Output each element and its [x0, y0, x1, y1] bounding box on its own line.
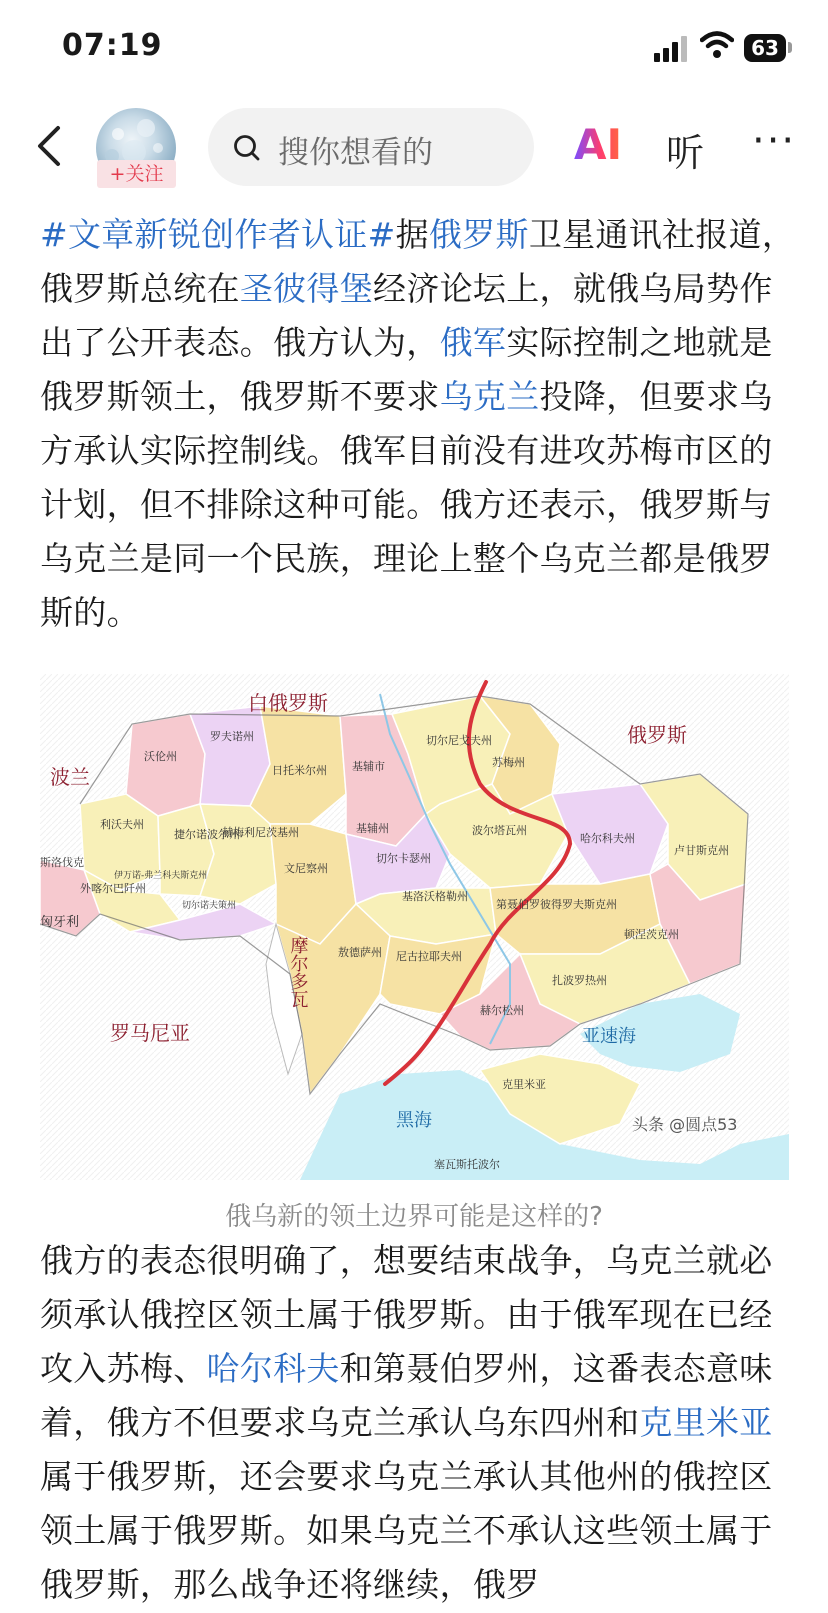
map-label-kyiv-oblast: 基辅州 [356, 822, 389, 835]
paragraph-1-text: 实际控制之地就是俄罗斯领土，俄罗斯不要求 [40, 323, 773, 416]
ai-label: AI [574, 120, 623, 169]
map-label-vinnytsia: 文尼察州 [284, 862, 328, 875]
map-label-luhansk: 卢甘斯克州 [674, 844, 729, 857]
map-label-zhytomyr: 日托米尔州 [272, 764, 327, 777]
map-label-zakarpattia: 外喀尔巴阡州 [80, 882, 146, 895]
region-volyn [126, 714, 205, 816]
signal-icon [654, 36, 690, 62]
more-icon[interactable]: ··· [752, 118, 797, 164]
map-label-poltava: 波尔塔瓦州 [472, 824, 527, 837]
map-label-mykolaiv: 尼古拉耶夫州 [396, 950, 462, 963]
ukraine-map [40, 674, 789, 1180]
battery-icon: 63 [744, 34, 786, 62]
map-label-kirovohrad: 基洛沃格勒州 [402, 890, 468, 903]
map-label-crimea: 克里米亚 [502, 1078, 546, 1091]
follow-button[interactable]: +关注 [97, 160, 176, 188]
search-placeholder: 搜你想看的 [278, 135, 433, 171]
map-label-kherson: 赫尔松州 [480, 1004, 524, 1017]
map-label-slovakia: 斯洛伐克 [40, 856, 84, 869]
map-label-moldova: 摩尔多瓦 [287, 936, 309, 1008]
article-paragraph-2 [40, 1234, 800, 1612]
paragraph-1-link[interactable]: #文章新锐创作者认证# [40, 215, 396, 254]
listen-button[interactable]: 听 [666, 131, 705, 175]
map-label-ternopil: 捷尔诺波尔州 [174, 828, 240, 841]
map-label-ivano: 伊万诺-弗兰科夫斯克州 [114, 871, 208, 881]
paragraph-1-link[interactable]: 乌克兰 [439, 377, 540, 416]
status-bar [0, 0, 828, 96]
map-label-lviv: 利沃夫州 [100, 818, 144, 831]
paragraph-2-text: 属于俄罗斯，还会要求乌克兰承认其他州的俄控区领土属于俄罗斯。如果乌克兰不承认这些领土属于俄罗斯，那么战争还将继续，俄罗 [40, 1457, 773, 1604]
search-box[interactable] [208, 108, 534, 186]
map-label-dnipro: 第聂伯罗彼得罗夫斯克州 [496, 898, 617, 911]
back-icon[interactable] [30, 122, 70, 170]
wifi-icon [700, 30, 734, 60]
map-caption: 俄乌新的领土边界可能是这样的? [225, 1202, 603, 1232]
map-label-rivne: 罗夫诺州 [210, 730, 254, 743]
map-label-watermark: 头条 @圆点53 [632, 1115, 738, 1134]
paragraph-2-link[interactable]: 哈尔科夫 [206, 1349, 340, 1388]
map-label-kyiv-city: 基辅市 [352, 760, 385, 773]
paragraph-2-link[interactable]: 克里米亚 [639, 1403, 773, 1442]
map-label-zaporizhzhia: 扎波罗热州 [552, 974, 607, 987]
map-label-sumy: 苏梅州 [492, 756, 525, 769]
map-label-chernihiv: 切尔尼戈夫州 [426, 734, 492, 747]
map-label-donetsk: 顿涅茨克州 [624, 928, 679, 941]
top-nav [0, 100, 828, 192]
map-label-poland: 波兰 [50, 765, 90, 789]
paragraph-2-text: 俄方的表态很明确了，想要结束战争，乌克兰就必须承认俄控区领土属于俄罗斯。由于俄军现在已经攻入苏梅、 [40, 1241, 773, 1388]
map-label-sevastopol: 塞瓦斯托波尔 [434, 1158, 500, 1171]
paragraph-1-link[interactable]: 圣彼得堡 [239, 269, 374, 308]
ai-button[interactable] [574, 120, 622, 169]
map-label-belarus: 白俄罗斯 [248, 691, 328, 715]
map-label-kharkiv: 哈尔科夫州 [580, 832, 635, 845]
map-label-romania: 罗马尼亚 [110, 1021, 190, 1045]
paragraph-1-text: 据 [395, 215, 429, 254]
article-map-image[interactable] [40, 674, 789, 1180]
paragraph-1-text: 经济论坛上，就俄乌局势作出了公开表态。俄方认为， [40, 269, 773, 362]
map-label-black-sea: 黑海 [396, 1110, 432, 1131]
map-label-cherkasy: 切尔卡瑟州 [376, 852, 431, 865]
map-label-khmelnytskyi: 赫梅利尼茨基州 [222, 826, 299, 839]
map-label-volyn: 沃伦州 [144, 750, 177, 763]
paragraph-2-text: 和第聂伯罗州，这番表态意味着，俄方不但要求乌克兰承认乌东四州和 [40, 1349, 773, 1442]
paragraph-1-text: 卫星通讯社报道，俄罗斯总统在 [40, 215, 796, 308]
battery-nub [788, 42, 792, 53]
map-label-russia: 俄罗斯 [627, 723, 687, 747]
map-label-azov-sea: 亚速海 [582, 1026, 636, 1047]
map-label-odesa: 敖德萨州 [338, 946, 382, 959]
article-paragraph-1 [40, 208, 800, 640]
paragraph-1-link[interactable]: 俄军 [439, 323, 507, 362]
paragraph-1-text: 投降，但要求乌方承认实际控制线。俄军目前没有进攻苏梅市区的计划，但不排除这种可能。俄方还表示，俄罗斯与乌克兰是同一个民族，理论上整个乌克兰都是俄罗斯的。 [40, 377, 773, 632]
status-time: 07:19 [62, 28, 163, 63]
map-label-chernivtsi: 切尔诺夫策州 [182, 901, 237, 911]
map-label-hungary: 匈牙利 [40, 915, 80, 930]
paragraph-1-link[interactable]: 俄罗斯 [428, 215, 529, 254]
search-icon [232, 133, 262, 163]
